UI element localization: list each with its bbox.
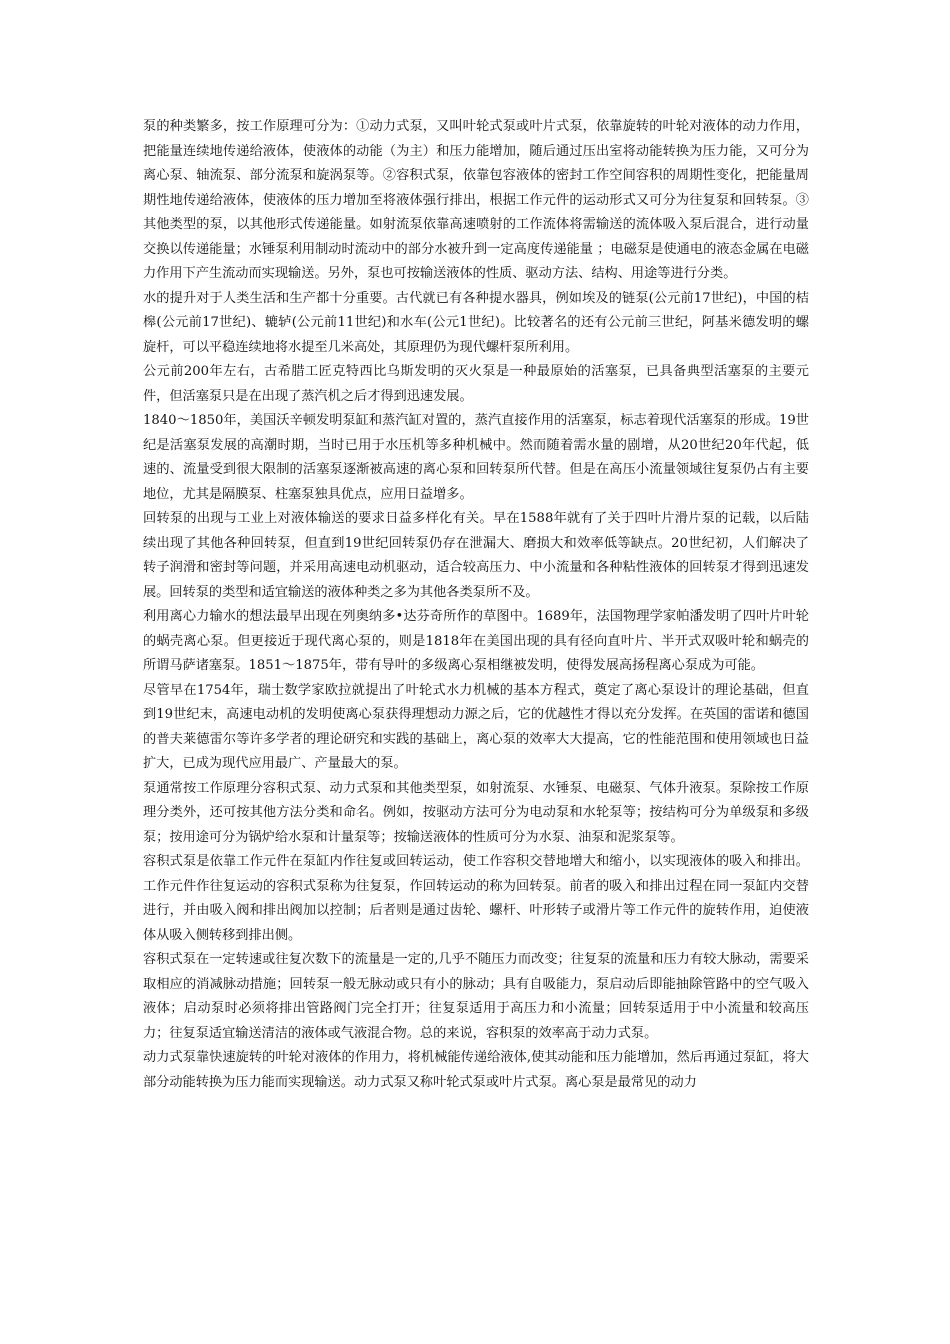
paragraph-water-lifting-history: 水的提升对于人类生活和生产都十分重要。古代就已有各种提水器具，例如埃及的链泵(公元前17世纪)，中国的桔槔(公元前17世纪)、辘轳(公元前11世纪)和水车(公元1世纪)。比较著名的还有公元前三世纪，阿基米德发明的螺旋杆，可以平稳连续地将水提至几米高处，其原理仍为现代螺杆泵所利用。 [143, 290, 809, 355]
paragraph-centrifugal-theory: 尽管早在1754年，瑞士数学家欧拉就提出了叶轮式水力机械的基本方程式，奠定了离心泵设计的理论基础，但直到19世纪末，高速电动机的发明使离心泵获得理想动力源之后，它的优越性才得以充分发挥。在英国的雷诺和德国的普夫莱德雷尔等许多学者的理论研究和实践的基础上，离心泵的效率大大提高，它的性能范围和使用领域也日益扩大，已成为现代应用最广、产量最大的泵。 [143, 682, 809, 771]
paragraph-displacement-characteristics: 容积式泵在一定转速或往复次数下的流量是一定的,几乎不随压力而改变；往复泵的流量和压力有较大脉动，需要采取相应的消减脉动措施；回转泵一般无脉动或只有小的脉动；具有自吸能力，泵启动后即能抽除管路中的空气吸入液体；启动泵时必须将排出管路阀门完全打开；往复泵适用于高压力和小流量；回转泵适用于中小流量和较高压力；往复泵适宜输送清洁的液体或气液混合物。总的来说，容积泵的效率高于动力式泵。 [143, 952, 809, 1041]
paragraph-rotary-pump: 回转泵的出现与工业上对液体输送的要求日益多样化有关。早在1588年就有了关于四叶片滑片泵的记载，以后陆续出现了其他各种回转泵，但直到19世纪回转泵仍存在泄漏大、磨损大和效率低等缺点。20世纪初，人们解决了转子润滑和密封等问题，并采用高速电动机驱动，适合较高压力、中小流量和各种粘性液体的回转泵才得到迅速发展。回转泵的类型和适宜输送的液体种类之多为其他各类泵所不及。 [143, 511, 809, 600]
paragraph-positive-displacement: 容积式泵是依靠工作元件在泵缸内作往复或回转运动，使工作容积交替地增大和缩小，以实现液体的吸入和排出。工作元件作往复运动的容积式泵称为往复泵，作回转运动的称为回转泵。前者的吸入和排出过程在同一泵缸内交替进行，并由吸入阀和排出阀加以控制；后者则是通过齿轮、螺杆、叶形转子或滑片等工作元件的旋转作用，迫使液体从吸入侧转移到排出侧。 [143, 854, 809, 943]
paragraph-dynamic-pump: 动力式泵靠快速旋转的叶轮对液体的作用力，将机械能传递给液体,使其动能和压力能增加，然后再通过泵缸，将大部分动能转换为压力能而实现输送。动力式泵又称叶轮式泵或叶片式泵。离心泵是最常见的动力 [143, 1050, 809, 1090]
paragraph-piston-pump: 1840～1850年，美国沃辛顿发明泵缸和蒸汽缸对置的，蒸汽直接作用的活塞泵，标志着现代活塞泵的形成。19世纪是活塞泵发展的高潮时期，当时已用于水压机等多种机械中。然而随着需水量的剧增，从20世纪20年代起，低速的、流量受到很大限制的活塞泵逐渐被高速的离心泵和回转泵所代替。但是在高压小流量领域往复泵仍占有主要地位，尤其是隔膜泵、柱塞泵独具优点，应用日益增多。 [143, 413, 809, 502]
document-body [143, 115, 809, 1095]
paragraph-pump-classification: 泵的种类繁多，按工作原理可分为：①动力式泵，又叫叶轮式泵或叶片式泵，依靠旋转的叶轮对液体的动力作用，把能量连续地传递给液体，使液体的动能（为主）和压力能增加，随后通过压出室将动能转换为压力能，又可分为离心泵、轴流泵、部分流泵和旋涡泵等。②容积式泵，依靠包容液体的密封工作空间容积的周期性变化，把能量周期性地传递给液体，使液体的压力增加至将液体强行排出，根据工作元件的运动形式又可分为往复泵和回转泵。③其他类型的泵，以其他形式传递能量。如射流泵依靠高速喷射的工作流体将需输送的流体吸入泵后混合，进行动量交换以传递能量；水锤泵利用制动时流动中的部分水被升到一定高度传递能量 ；电磁泵是使通电的液态金属在电磁力作用下产生流动而实现输送。另外，泵也可按输送液体的性质、驱动方法、结构、用途等进行分类。 [143, 119, 809, 281]
paragraph-fire-pump: 公元前200年左右，古希腊工匠克特西比乌斯发明的灭火泵是一种最原始的活塞泵，已具备典型活塞泵的主要元件，但活塞泵只是在出现了蒸汽机之后才得到迅速发展。 [143, 364, 809, 404]
paragraph-centrifugal-origin: 利用离心力输水的想法最早出现在列奥纳多•达芬奇所作的草图中。1689年，法国物理学家帕潘发明了四叶片叶轮的蜗壳离心泵。但更接近于现代离心泵的，则是1818年在美国出现的具有径向直叶片、半开式双吸叶轮和蜗壳的所谓马萨诸塞泵。1851～1875年，带有导叶的多级离心泵相继被发明，使得发展高扬程离心泵成为可能。 [143, 609, 809, 673]
paragraph-pump-naming: 泵通常按工作原理分容积式泵、动力式泵和其他类型泵，如射流泵、水锤泵、电磁泵、气体升液泵。泵除按工作原理分类外，还可按其他方法分类和命名。例如，按驱动方法可分为电动泵和水轮泵等；按结构可分为单级泵和多级泵；按用途可分为锅炉给水泵和计量泵等；按输送液体的性质可分为水泵、油泵和泥浆泵等。 [143, 780, 809, 845]
